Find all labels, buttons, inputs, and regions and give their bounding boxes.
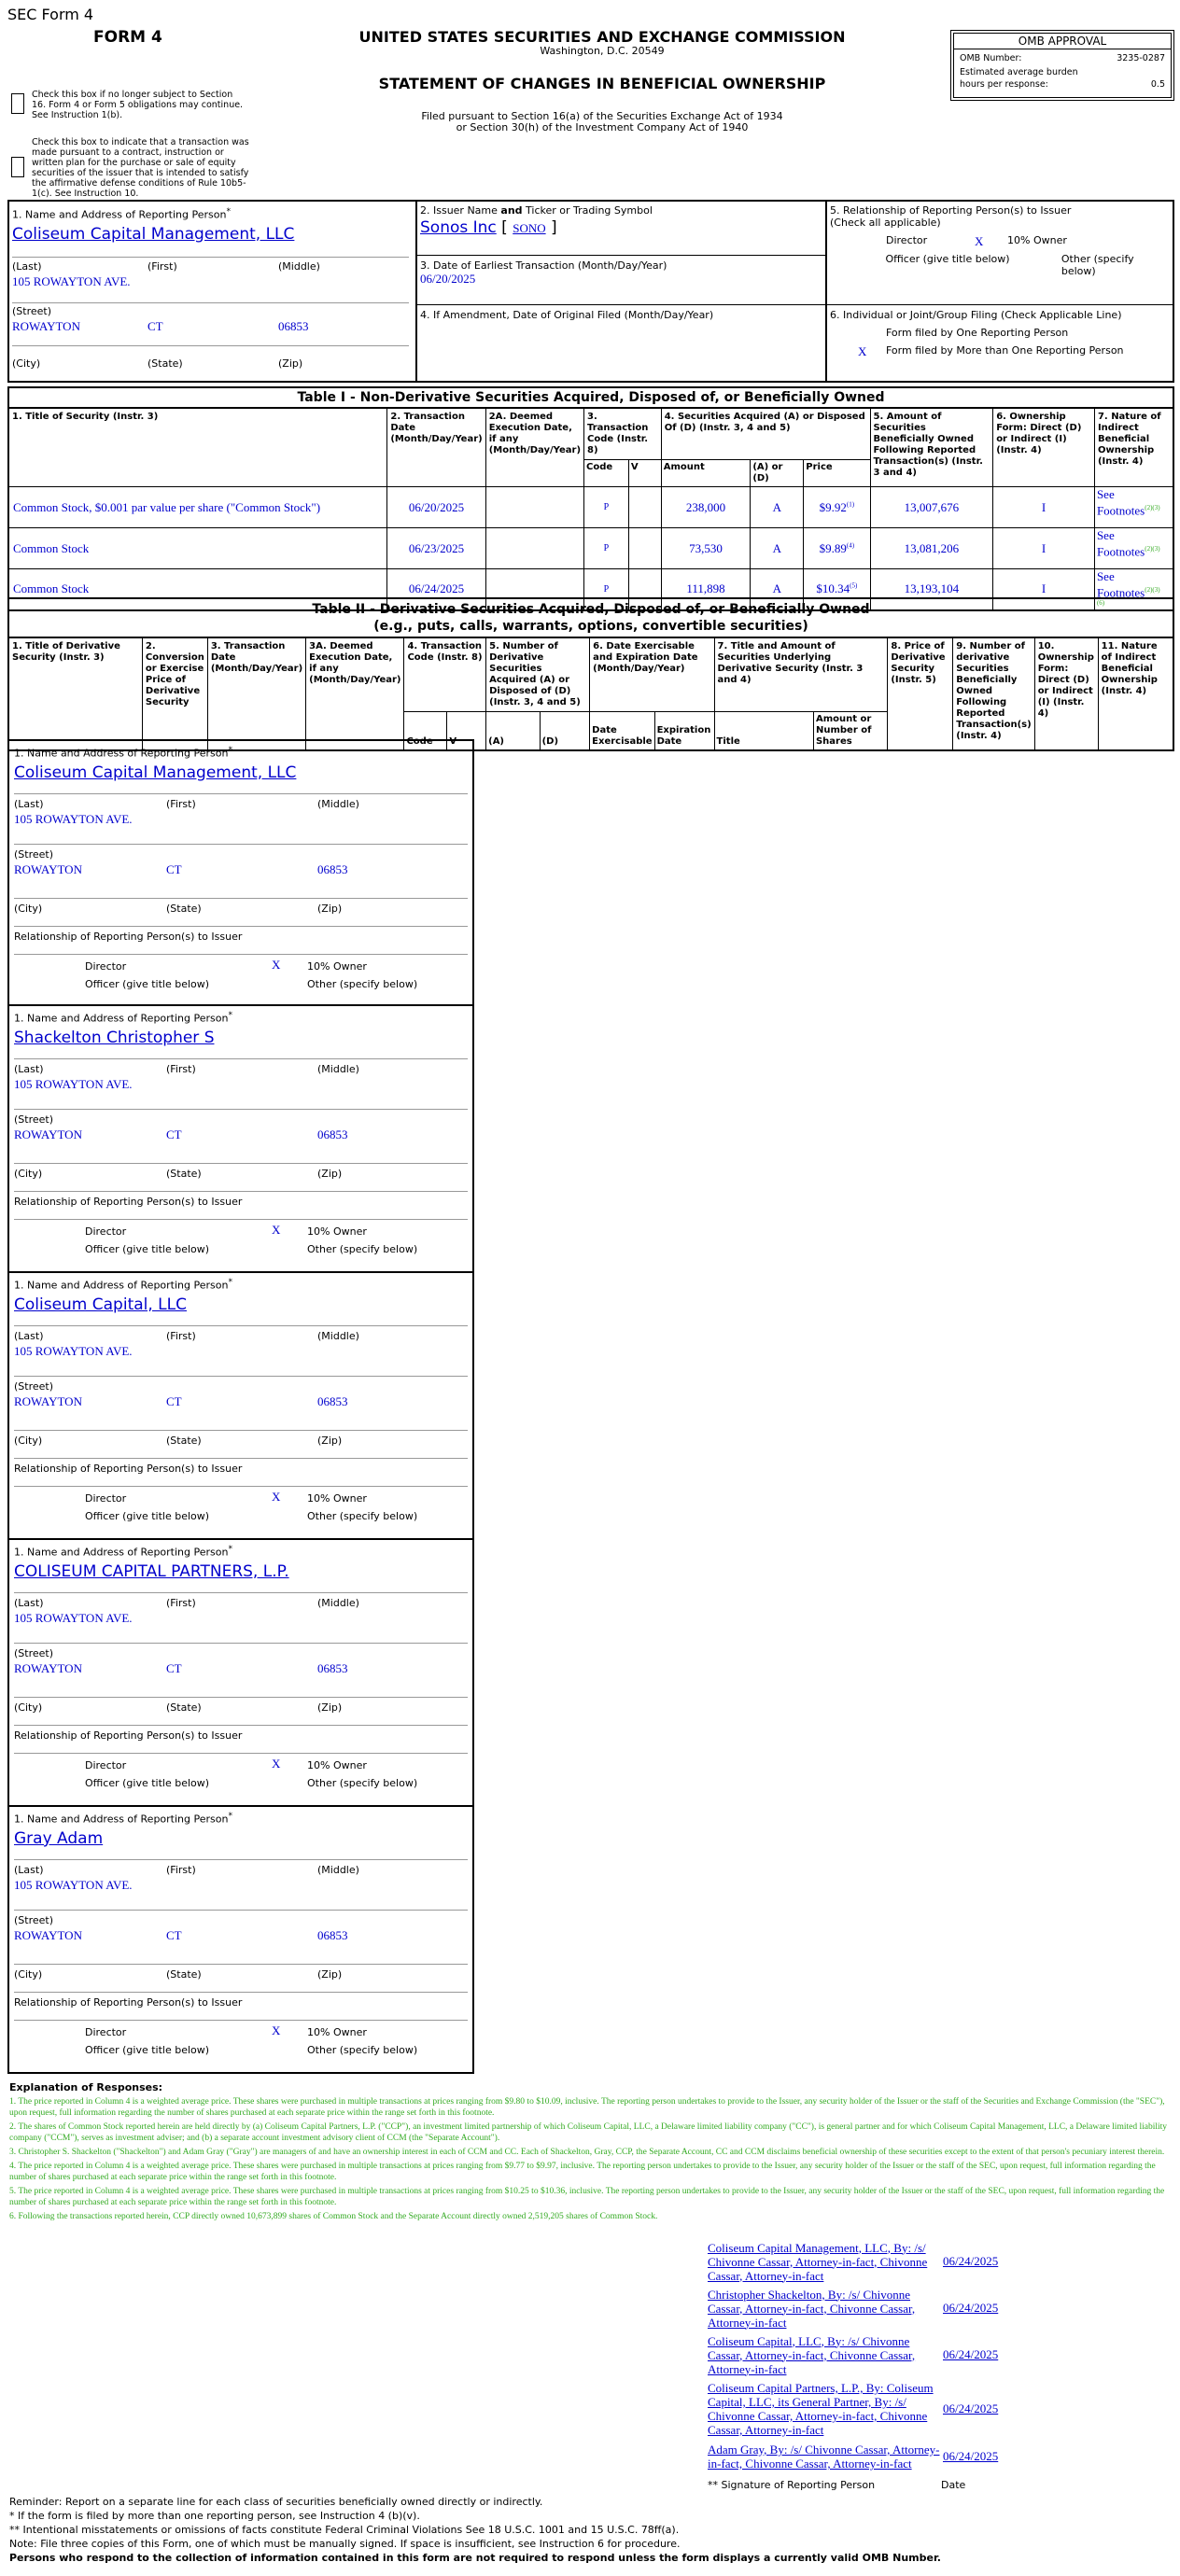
footer-bold: Persons who respond to the collection of information contained in this form are not required to respond unless the form displays a currently valid OMB Number. — [9, 2552, 941, 2564]
cell-code: P — [584, 569, 629, 610]
signature-row — [708, 2331, 1025, 2378]
footnote: 2. The shares of Common Stock reported herein are held directly by (a) Coliseum Capital Partners, L.P. ("CCP"), an investment limited partnership of which Coliseum Capital, LLC, a Delaware limited liability company ("CC"), is general partner and for which Coliseum Capital Management, LLC, a Delaware limited liability company ("CCM"), serves as investment adviser; and (b) a separate account investment advisory client of CCM (the "Separate Account"). — [9, 2122, 1168, 2143]
box2-issuer: 2. Issuer Name and Ticker or Trading Symbol Sonos Inc [ SONO ] — [420, 204, 653, 237]
cell-owned: 13,007,676 — [870, 487, 993, 528]
filed-line-2: or Section 30(h) of the Investment Company Act of 1940 — [456, 121, 749, 133]
footer-line: ** Intentional misstatements or omissions of facts constitute Federal Criminal Violations See 18 U.S.C. 1001 and 15 U.S.C. 78ff(a). — [9, 2524, 680, 2536]
cell-nature: See Footnotes$^{(2)(3)}$ (6) — [1094, 569, 1173, 610]
ticker-link[interactable]: SONO — [513, 221, 546, 235]
zip-label: (Zip) — [278, 357, 303, 370]
state-value: CT — [148, 318, 163, 333]
omb-burden-label-2: hours per response: — [960, 79, 1048, 90]
omb-burden-label-1: Estimated average burden — [960, 67, 1078, 77]
box5-relationship: 5. Relationship of Reporting Person(s) to Issuer (Check all applicable) Director X 10% Owner Officer (give title below) Other (specify below) — [830, 204, 1134, 277]
cell-owned: 13,081,206 — [870, 528, 993, 569]
footnote: 6. Following the transactions reported herein, CCP directly owned 10,673,899 shares of Common Stock and the Separate Account directly owned 2,519,205 shares of Common Stock. — [9, 2212, 658, 2221]
footnote: 5. The price reported in Column 4 is a weighted average price. These shares were purchased in multiple transactions at prices ranging from $10.25 to $10.36, inclusive. The reporting person undertakes to provide to the Issuer, any security holder of the Issuer or the staff of the SEC, upon request, full information regarding the number of shares purchased at each separate price within the range set forth in this footnote. — [9, 2187, 1165, 2207]
cell-ad: A — [751, 487, 804, 528]
first-label: (First) — [148, 259, 177, 273]
signature-date[interactable]: 06/24/2025 — [943, 2401, 999, 2415]
check-no-longer-subject[interactable] — [11, 93, 24, 114]
footnote: 3. Christopher S. Shackelton ("Shackelton") and Adam Gray ("Gray") are managers of and have an ownership interest in each of CCM and CC. Each of Shackelton, Gray, CCP, the Separate Account, CC and CCM disclaims beneficial ownership of these securities except to the extent of that person's pecuniary interest therein. — [9, 2148, 1165, 2157]
signature-row — [708, 2440, 1025, 2473]
table1-title: Table I - Non-Derivative Securities Acquired, Disposed of, or Beneficially Owned — [7, 386, 1174, 407]
page-title: SEC Form 4 — [7, 6, 94, 23]
explanation-title: Explanation of Responses: — [9, 2081, 163, 2093]
box1-name-address: 1. Name and Address of Reporting Person* Coliseum Capital Management, LLC (Last) (First) (Middle) 105 ROWAYTON AVE. (Street) ROWAYTON CT 06853 (City) (State) (Zip) — [12, 206, 409, 370]
reporting-person-link[interactable]: Coliseum Capital Management, LLC — [14, 763, 297, 782]
middle-label: (Middle) — [278, 259, 320, 273]
signature-text[interactable]: Coliseum Capital Management, LLC, By: /s/ Chivonne Cassar, Attorney-in-fact, Chivonne Cassar, Attorney-in-fact — [708, 2240, 928, 2283]
cell-ad: A — [751, 528, 804, 569]
table2: 1. Title of Derivative Security (Instr. 3) 2. Conversion or Exercise Price of Derivative Security 3. Transaction Date (Month/Day/Year) 3A. Deemed Execution Date, if any (Month/Day/Year) 4. Transaction Code (Instr. 8) 5. Number of Derivative Securities Acquired (A) or Disposed of (D) (Instr. 3, 4 and 5) 6. Date Exercisable and Expiration Date (Month/Day/Year) 7. Title and Amount of Securities Underlying Derivative Security (Instr. 3 and 4) 8. Price of Derivative Security (Instr. 5) 9. Number of derivative Securities Beneficially Owned Following Reported Transaction(s) (Instr. 4) 10. Ownership Form: Direct (D) or Indirect (I) (Instr. 4) 11. Nature of Indirect Beneficial Ownership (Instr. 4) Code V (A) (D) Date Exercisable Expiration Date Title Amount or Number of Shares — [7, 637, 1174, 751]
footer-line: Reminder: Report on a separate line for each class of securities beneficially owned directly or indirectly. — [9, 2496, 543, 2508]
table-row — [8, 487, 1173, 528]
check-10b5-1-label: Check this box to indicate that a transaction was made pursuant to a contract, instruction or written plan for the purchase or sale of equity securities of the issuer that is intended to satisfy the affirmative defense conditions of Rule 10b5-1(c). See Instruction 10. — [32, 137, 249, 199]
box4-amendment: 4. If Amendment, Date of Original Filed (Month/Day/Year) — [420, 309, 714, 321]
cell-form: I — [993, 569, 1095, 610]
omb-burden: 0.5 — [1150, 79, 1165, 90]
cell-amount: 111,898 — [661, 569, 751, 610]
cell-code: P — [584, 487, 629, 528]
omb-number: 3235-0287 — [1117, 53, 1165, 63]
cell-amount: 73,530 — [661, 528, 751, 569]
agency: UNITED STATES SECURITIES AND EXCHANGE COMMISSION — [358, 28, 846, 46]
issuer-link[interactable]: Sonos Inc — [420, 218, 497, 237]
signature-row — [708, 2378, 1025, 2440]
signature-text[interactable]: Christopher Shackelton, By: /s/ Chivonne Cassar, Attorney-in-fact, Chivonne Cassar, Attorney-in-fact — [708, 2287, 916, 2330]
reporting-person-block: 1. Name and Address of Reporting Person* Coliseum Capital Management, LLC (Last) (First) (Middle) 105 ROWAYTON AVE. (Street) ROWAYTON CT 06853 (City) (State) (Zip) Relationship of Reporting Person(s) to Issuer Director X 10% Owner Officer (give title below) Other (specify below) — [7, 739, 474, 1006]
reporting-person-block: 1. Name and Address of Reporting Person* Coliseum Capital, LLC (Last) (First) (Middle) 105 ROWAYTON AVE. (Street) ROWAYTON CT 06853 (City) (State) (Zip) Relationship of Reporting Person(s) to Issuer Director X 10% Owner Officer (give title below) Other (specify below) — [7, 1273, 474, 1540]
cell-nature: See Footnotes$^{(2)(3)}$ — [1094, 487, 1173, 528]
table2-title — [7, 597, 1174, 637]
table1: 1. Title of Security (Instr. 3) 2. Transaction Date (Month/Day/Year) 2A. Deemed Execution Date, if any (Month/Day/Year) 3. Transaction Code (Instr. 8) 4. Securities Acquired (A) or Disposed Of (D) (Instr. 3, 4 and 5) 5. Amount of Securities Beneficially Owned Following Reported Transaction(s) (Instr. 3 and 4) 6. Ownership Form: Direct (D) or Indirect (I) (Instr. 4) 7. Nature of Indirect Beneficial Ownership (Instr. 4) Code V Amount (A) or (D) Price Common Stock, $0.001 par value per share ("Common Stock") 06/20/2025 P 238,000 A $9.92$^{(1)}$ 13,007,676 I See Footnotes$^{(2)(3)}$ Common Stock 06/23/2025 P 73,530 A $9.89$^{(4)}$ 13,081,206 I See Footnotes$^{(2)(3)}$ Common Stock 06/24/2025 P 111,898 A $10.34$^{(5)}$ 13,193,104 I See Footnotes$^{(2)(3)}$ (6) — [7, 407, 1174, 611]
signature-text[interactable]: Coliseum Capital Partners, L.P., By: Coliseum Capital, LLC, its General Partner, By: /s/ Chivonne Cassar, Attorney-in-fact, Chivonne Cassar, Attorney-in-fact — [708, 2381, 934, 2437]
box3-earliest-date: 3. Date of Earliest Transaction (Month/Day/Year) 06/20/2025 — [420, 259, 822, 287]
signature-text[interactable]: Coliseum Capital, LLC, By: /s/ Chivonne Cassar, Attorney-in-fact, Chivonne Cassar, Attorney-in-fact — [708, 2333, 916, 2376]
reporting-person-link[interactable]: Gray Adam — [14, 1828, 104, 1848]
cell-owned: 13,193,104 — [870, 569, 993, 610]
reporting-person-link[interactable]: Shackelton Christopher S — [14, 1028, 215, 1047]
date-label: Date — [941, 2479, 966, 2491]
reporting-person-block: 1. Name and Address of Reporting Person* Gray Adam (Last) (First) (Middle) 105 ROWAYTON AVE. (Street) ROWAYTON CT 06853 (City) (State) (Zip) Relationship of Reporting Person(s) to Issuer Director X 10% Owner Officer (give title below) Other (specify below) — [7, 1807, 474, 2074]
signature-date[interactable]: 06/24/2025 — [943, 2449, 999, 2463]
omb-approval-box — [950, 30, 1174, 101]
table-row — [8, 528, 1173, 569]
cell-form: I — [993, 487, 1095, 528]
cell-title: Common Stock — [8, 569, 387, 610]
zip-value: 06853 — [278, 318, 309, 333]
signature-text[interactable]: Adam Gray, By: /s/ Chivonne Cassar, Attorney-in-fact, Chivonne Cassar, Attorney-in-fact — [708, 2443, 940, 2471]
signature-date[interactable]: 06/24/2025 — [943, 2254, 999, 2268]
street-label: (Street) — [12, 304, 52, 317]
reporting-person-link[interactable]: COLISEUM CAPITAL PARTNERS, L.P. — [14, 1561, 289, 1581]
signature-row — [708, 2285, 1025, 2331]
street-value: 105 ROWAYTON AVE. — [12, 273, 131, 288]
last-label: (Last) — [12, 259, 42, 273]
cell-date: 06/24/2025 — [387, 569, 485, 610]
table2-title-2: (e.g., puts, calls, warrants, options, convertible securities) — [373, 619, 808, 634]
statement-title: STATEMENT OF CHANGES IN BENEFICIAL OWNERSHIP — [378, 75, 826, 92]
ten-percent-x: X — [975, 234, 984, 248]
box6-filing: 6. Individual or Joint/Group Filing (Check Applicable Line) Form filed by One Reporting Person X Form filed by More than One Reporting Person — [830, 309, 1124, 358]
reporting-person-block: 1. Name and Address of Reporting Person* Shackelton Christopher S (Last) (First) (Middle) 105 ROWAYTON AVE. (Street) ROWAYTON CT 06853 (City) (State) (Zip) Relationship of Reporting Person(s) to Issuer Director X 10% Owner Officer (give title below) Other (specify below) — [7, 1006, 474, 1273]
cell-amount: 238,000 — [661, 487, 751, 528]
cell-date: 06/20/2025 — [387, 487, 485, 528]
filed-line-1: Filed pursuant to Section 16(a) of the Securities Exchange Act of 1934 — [421, 110, 783, 122]
signature-date[interactable]: 06/24/2025 — [943, 2301, 999, 2315]
signature-date[interactable]: 06/24/2025 — [943, 2347, 999, 2361]
signature-row — [708, 2238, 1025, 2285]
cell-price: $10.34$^{(5)}$ — [804, 569, 870, 610]
cell-nature: See Footnotes$^{(2)(3)}$ — [1094, 528, 1173, 569]
omb-title: OMB APPROVAL — [954, 34, 1171, 49]
footnote: 4. The price reported in Column 4 is a weighted average price. These shares were purchased in multiple transactions at prices ranging from $9.77 to $9.97, inclusive. The reporting person undertakes to provide to the Issuer, any security holder of the Issuer or the staff of the SEC, upon request, full information regarding the number of shares purchased at each separate price within the range set forth in this footnote. — [9, 2162, 1156, 2182]
city-value: ROWAYTON — [12, 318, 80, 333]
cell-price: $9.89$^{(4)}$ — [804, 528, 870, 569]
footer-line: Note: File three copies of this Form, one of which must be manually signed. If space is insufficient, see Instruction 6 for procedure. — [9, 2538, 681, 2550]
city-label: (City) — [12, 357, 41, 370]
cell-date: 06/23/2025 — [387, 528, 485, 569]
omb-number-label: OMB Number: — [960, 53, 1022, 63]
form-label: FORM 4 — [93, 28, 162, 47]
cell-ad: A — [751, 569, 804, 610]
reporting-person-block: 1. Name and Address of Reporting Person* COLISEUM CAPITAL PARTNERS, L.P. (Last) (First) (Middle) 105 ROWAYTON AVE. (Street) ROWAYTON CT 06853 (City) (State) (Zip) Relationship of Reporting Person(s) to Issuer Director X 10% Owner Officer (give title below) Other (specify below) — [7, 1540, 474, 1807]
cell-form: I — [993, 528, 1095, 569]
cell-title: Common Stock, $0.001 par value per share ("Common Stock") — [8, 487, 387, 528]
box1-label: 1. Name and Address of Reporting Person — [12, 208, 227, 221]
cell-title: Common Stock — [8, 528, 387, 569]
earliest-date-value: 06/20/2025 — [420, 272, 476, 286]
footer-line: * If the form is filed by more than one reporting person, see Instruction 4 (b)(v). — [9, 2510, 420, 2522]
footnote: 1. The price reported in Column 4 is a weighted average price. These shares were purchased in multiple transactions at prices ranging from $9.80 to $10.09, inclusive. The reporting person undertakes to provide to the Issuer, any security holder of the Issuer or the staff of the Securities and Exchange Commission (the "SEC"), upon request, full information regarding the number of shares purchased at each separate price within the range set forth in this footnote. — [9, 2097, 1165, 2118]
check-10b5-1[interactable] — [11, 157, 24, 177]
reporting-person-link[interactable]: Coliseum Capital Management, LLC — [12, 224, 295, 244]
signature-label: ** Signature of Reporting Person — [708, 2479, 876, 2491]
agency-city: Washington, D.C. 20549 — [540, 45, 665, 57]
check-no-longer-subject-label: Check this box if no longer subject to Section 16. Form 4 or Form 5 obligations may continue. See Instruction 1(b). — [32, 90, 244, 120]
cell-price: $9.92$^{(1)}$ — [804, 487, 870, 528]
state-label: (State) — [148, 357, 183, 370]
explanation — [9, 2081, 1173, 2225]
reporting-person-link[interactable]: Coliseum Capital, LLC — [14, 1295, 187, 1314]
table2-title-1: Table II - Derivative Securities Acquired, Disposed of, or Beneficially Owned — [312, 602, 870, 617]
cell-code: P — [584, 528, 629, 569]
